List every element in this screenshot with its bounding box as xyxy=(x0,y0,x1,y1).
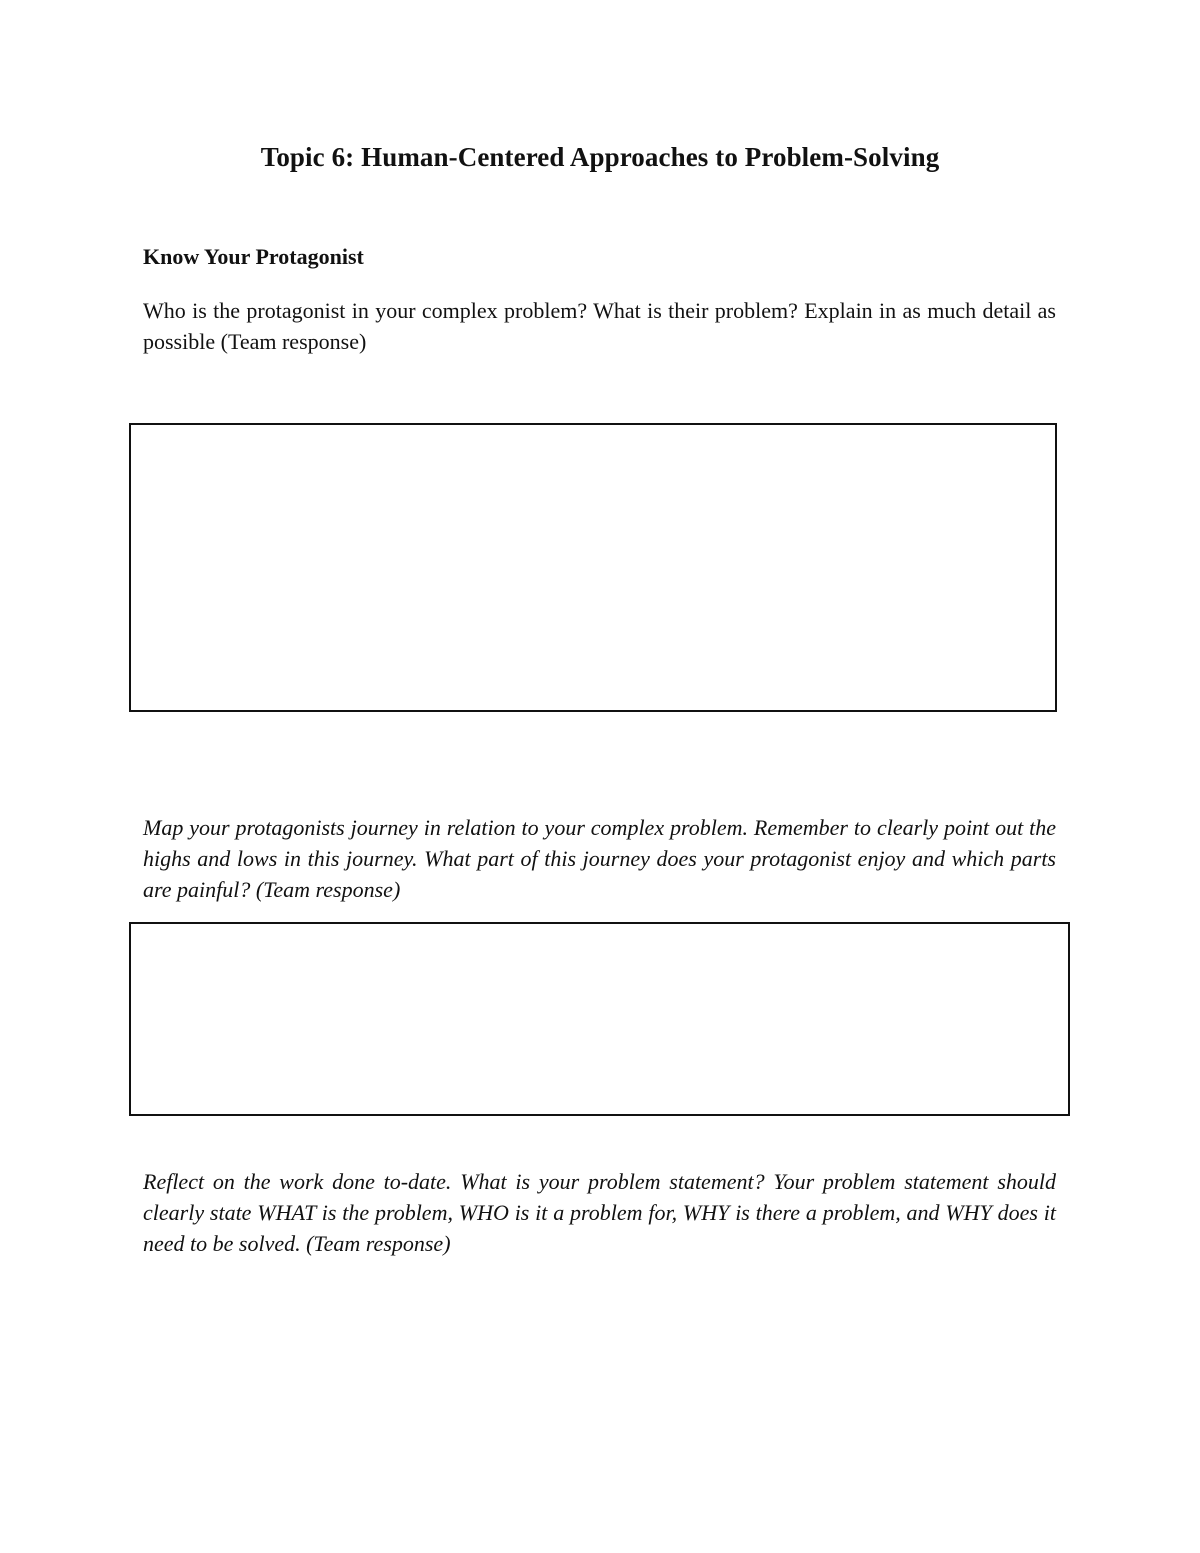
question-protagonist: Who is the protagonist in your complex problem? What is their problem? Explain in as much detail as possible (Team response) xyxy=(143,298,1056,354)
question-journey-map: Map your protagonists journey in relation to your complex problem. Remember to clearly point out the highs and lows in this journey. What part of this journey does your protagonist enjoy and which parts are painful? (Team response) xyxy=(143,815,1056,902)
section-heading: Know Your Protagonist xyxy=(143,244,364,269)
page-title: Topic 6: Human-Centered Approaches to Problem-Solving xyxy=(260,142,940,172)
question-problem-statement: Reflect on the work done to-date. What is your problem statement? Your problem statement should clearly state WHAT is the problem, WHO is it a problem for, WHY is there a problem, and WHY does it need to be solved. (Team response) xyxy=(143,1169,1056,1256)
response-box-journey-map[interactable] xyxy=(129,922,1070,1116)
response-box-protagonist[interactable] xyxy=(129,423,1057,712)
